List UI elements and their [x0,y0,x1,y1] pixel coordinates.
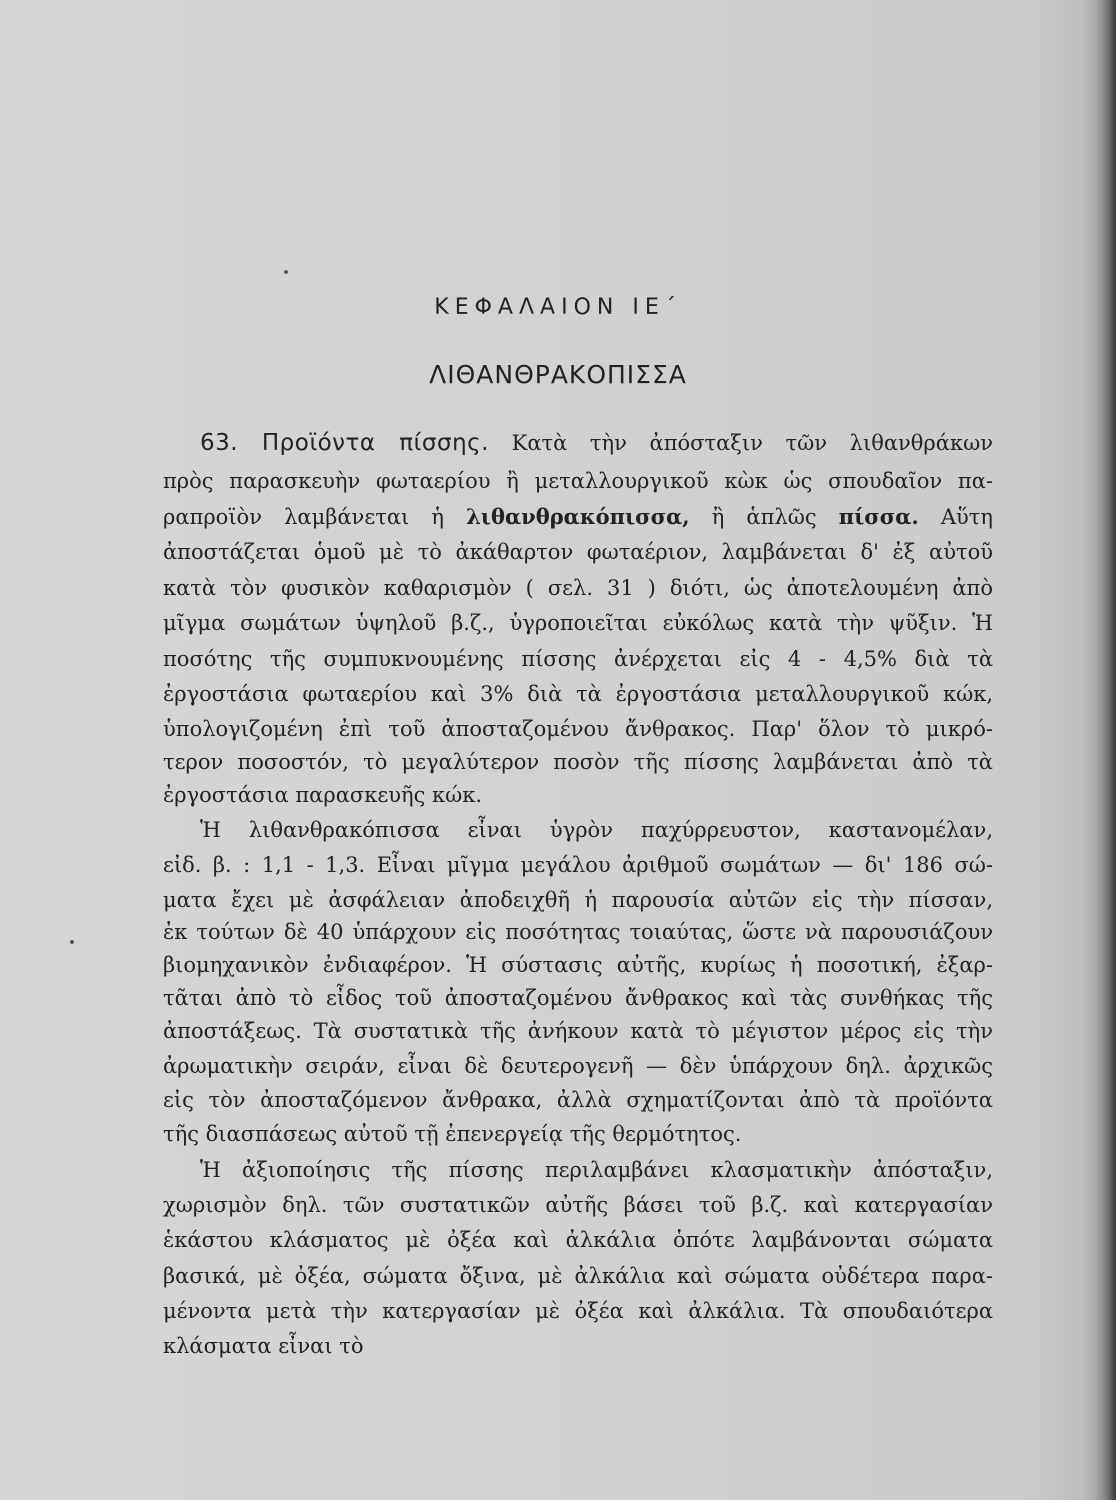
section-heading: 63. Προϊόντα πίσσης. [200,430,489,456]
text-span: Αὕτη [940,505,993,529]
text-span: ἢ ἁπλῶς [711,505,817,529]
paragraph-line: Ἡ ἀξιοποίησις τῆς πίσσης περιλαμβάνει κλασματικὴν ἀπόσταξιν, [200,1158,993,1182]
chapter-title: ΛΙΘΑΝΘΡΑΚΟΠΙΣΣΑ [429,360,687,389]
paragraph-line: βιομηχανικὸν ἐνδιαφέρον. Ἡ σύστασις αὐτῆς, κυρίως ἡ ποσοτική, ἐξαρ- [163,953,993,977]
paragraph-line: ἀρωματικὴν σειράν, εἶναι δὲ δευτερογενῆ — δὲν ὑπάρχουν δηλ. ἀρχικῶς [163,1054,993,1078]
scan-speck [284,270,288,274]
paragraph-line: χωρισμὸν δηλ. τῶν συστατικῶν αὐτῆς βάσει τοῦ β.ζ. καὶ κατεργασίαν [163,1193,993,1217]
scan-speck [70,940,74,944]
term-bold: πίσσα. [838,504,919,529]
text-span: Κατὰ τὴν ἀπόσταξιν τῶν λιθανθράκων [511,431,993,455]
paragraph-line [200,428,993,458]
paragraph-line [163,502,993,532]
paragraph-line: ματα ἔχει μὲ ἀσφάλειαν ἀποδειχθῆ ἡ παρουσία αὐτῶν εἰς τὴν πίσσαν, [163,888,993,912]
paragraph-line: μῖγμα σωμάτων ὑψηλοῦ β.ζ., ὑγροποιεῖται εὐκόλως κατὰ τὴν ψῦξιν. Ἡ [163,611,993,635]
paragraph-line: βασικά, μὲ ὀξέα, σώματα ὄξινα, μὲ ἀλκάλια καὶ σώματα οὐδέτερα παρα- [163,1264,993,1288]
paragraph-line: εἰς τὸν ἀποσταζόμενον ἄνθρακα, ἀλλὰ σχηματίζονται ἀπὸ τὰ προϊόντα [163,1088,993,1112]
paragraph-line: Ἡ λιθανθρακόπισσα εἶναι ὑγρὸν παχύρρευστον, καστανομέλαν, [200,818,993,842]
paragraph-line: ἀποστάξεως. Τὰ συστατικὰ τῆς ἀνήκουν κατὰ τὸ μέγιστον μέρος εἰς τὴν [163,1019,993,1043]
paragraph-line: μένοντα μετὰ τὴν κατεργασίαν μὲ ὀξέα καὶ ἀλκάλια. Τὰ σπουδαιότερα [163,1299,993,1323]
text-span: ραπροϊὸν λαμβάνεται ἡ [163,505,444,529]
paragraph-line: εἰδ. β. : 1,1 - 1,3. Εἶναι μῖγμα μεγάλου ἀριθμοῦ σωμάτων — δι' 186 σώ- [163,853,993,877]
paragraph-line: ἐργοστάσια φωταερίου καὶ 3% διὰ τὰ ἐργοστάσια μεταλλουργικοῦ κώκ, [163,682,993,706]
paragraph-line: κατὰ τὸν φυσικὸν καθαρισμὸν ( σελ. 31 ) διότι, ὡς ἀποτελουμένη ἀπὸ [163,576,993,600]
paragraph-line: ἐργοστάσια παρασκευῆς κώκ. [163,783,483,807]
paragraph-line: κλάσματα εἶναι τὸ [163,1334,364,1358]
term-bold: λιθανθρακόπισσα, [466,504,690,529]
paragraph-line: πρὸς παρασκευὴν φωταερίου ἢ μεταλλουργικοῦ κὼκ ὡς σπουδαῖον πα- [163,469,993,493]
paragraph-line: ἐκ τούτων δὲ 40 ὑπάρχουν εἰς ποσότητας τοιαύτας, ὥστε νὰ παρουσιάζουν [163,920,993,944]
paragraph-line: ἀποστάζεται ὁμοῦ μὲ τὸ ἀκάθαρτον φωταέριον, λαμβάνεται δ' ἐξ αὐτοῦ [163,540,993,564]
chapter-label: ΚΕΦΑΛΑΙΟΝ ΙΕ΄ [434,295,682,320]
paragraph-line: ἑκάστου κλάσματος μὲ ὀξέα καὶ ἀλκάλια ὁπότε λαμβάνονται σώματα [163,1228,993,1252]
paragraph-line: τῆς διασπάσεως αὐτοῦ τῇ ἐπενεργείᾳ τῆς θερμότητος. [163,1122,742,1146]
paragraph-line: τερον ποσοστόν, τὸ μεγαλύτερον ποσὸν τῆς πίσσης λαμβάνεται ἀπὸ τὰ [163,750,993,774]
page-spine-shadow [1094,0,1116,1500]
paragraph-line: ποσότης τῆς συμπυκνουμένης πίσσης ἀνέρχεται εἰς 4 - 4,5% διὰ τὰ [163,647,993,671]
paragraph-line: τᾶται ἀπὸ τὸ εἶδος τοῦ ἀποσταζομένου ἄνθρακος καὶ τὰς συνθήκας τῆς [163,986,993,1010]
paragraph-line: ὑπολογιζομένη ἐπὶ τοῦ ἀποσταζομένου ἄνθρακος. Παρ' ὅλον τὸ μικρό- [163,717,993,741]
